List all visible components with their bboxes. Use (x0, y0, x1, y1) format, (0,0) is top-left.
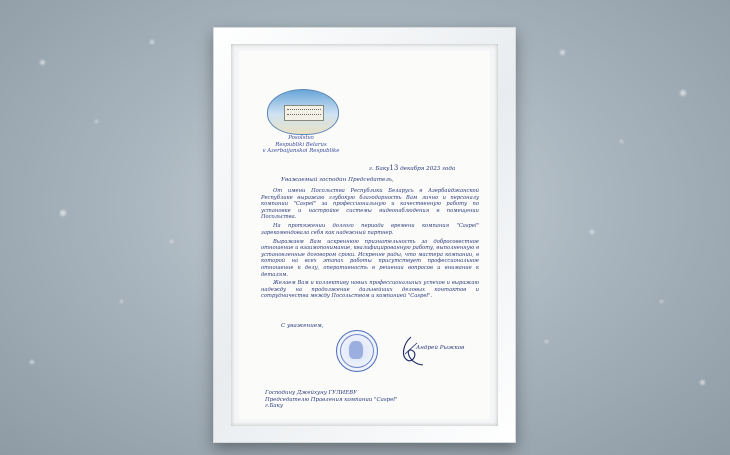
closing: С уважением, (281, 323, 324, 329)
letter-page (239, 51, 490, 419)
letter-body (261, 188, 479, 302)
seal-emblem (349, 341, 363, 359)
paragraph: От имени Посольства Республики Беларусь в Азербайджанской Республике выражаю глубокую благодарность Вам лично и персоналу компании "Caspel" за профессиональную и качественную работу по установке и настройке системы видеонаблюдения в помещении Посольства. (261, 188, 479, 221)
addressee-block: Господину Джейхуну ГУЛИЕВУ Председателю Правления компании "Caspel" г.Баку (265, 390, 398, 410)
picture-frame (213, 27, 516, 443)
salutation: Уважаемый господин Председатель, (281, 177, 394, 183)
official-seal (336, 330, 378, 372)
letter-date: г. Баку13 декабря 2023 года (369, 164, 456, 172)
building-image (284, 105, 324, 121)
frame-mat (231, 44, 498, 426)
embassy-emblem (267, 89, 339, 135)
embassy-caption: Posolstvo Respubliki Belarus v Azerbaijanskoi Respublike (262, 135, 340, 155)
paragraph: На протяжении долгого периода времени компания "Caspel" зарекомендовала себя как надежный партнер. (261, 223, 479, 236)
signer-name: Андрей Рыжков (416, 345, 465, 351)
paragraph: Желаем Вам и коллективу новых профессиональных успехов и выражаю надежду на продолжение дальнейших деловых контактов и сотрудничества между Посольством и компанией "Caspel". (261, 280, 479, 300)
paragraph: Выражаем Вам искреннюю признательность за добросовестное отношение и взаимопонимание, квалифицированную работу, выполненную в установленные договором сроки. Искренне рады, что мастера компании, в которой на всех этапах работы присутствует профессиональное отношение к делу, оперативность в решении вопросов и внимание к деталям. (261, 238, 479, 278)
